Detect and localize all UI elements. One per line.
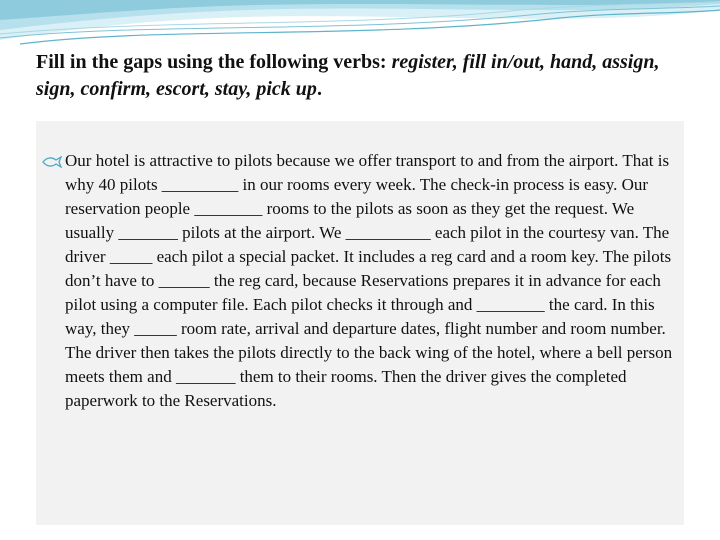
decorative-wave-banner — [0, 0, 720, 46]
paragraph-text: Our hotel is attractive to pilots because we offer transport to and from the airport. That is why 40 pilots _________ in our rooms every week. The check-in process is easy. Our reservation people ________ rooms to the pilots as soon as they get the request. We usually _______ pilots at the airport. We __________ each pilot in the courtesy van. The driver _____ each pilot a special packet. It includes a reg card and a room key. The pilots don’t have to ______ the reg card, because Reservations prepares it in advance for each pilot using a computer file. Each pilot checks it through and ________ the card. In this way, they _____ room rate, arrival and departure dates, flight number and room number. The driver then takes the pilots directly to the back wing of the hotel, where a bell person meets them and _______ them to their rooms. Then the driver gives the completed paperwork to the Reservations. — [65, 151, 673, 410]
bullet-icon — [42, 156, 62, 168]
title-suffix: . — [316, 78, 322, 100]
exercise-paragraph — [42, 149, 674, 413]
title-verbs: register, fill in/out, hand, assign, sign, confirm, escort, stay, pick up — [36, 51, 660, 100]
title-prefix: Fill in the gaps using the following verbs: — [36, 51, 392, 73]
slide-title — [36, 49, 696, 103]
